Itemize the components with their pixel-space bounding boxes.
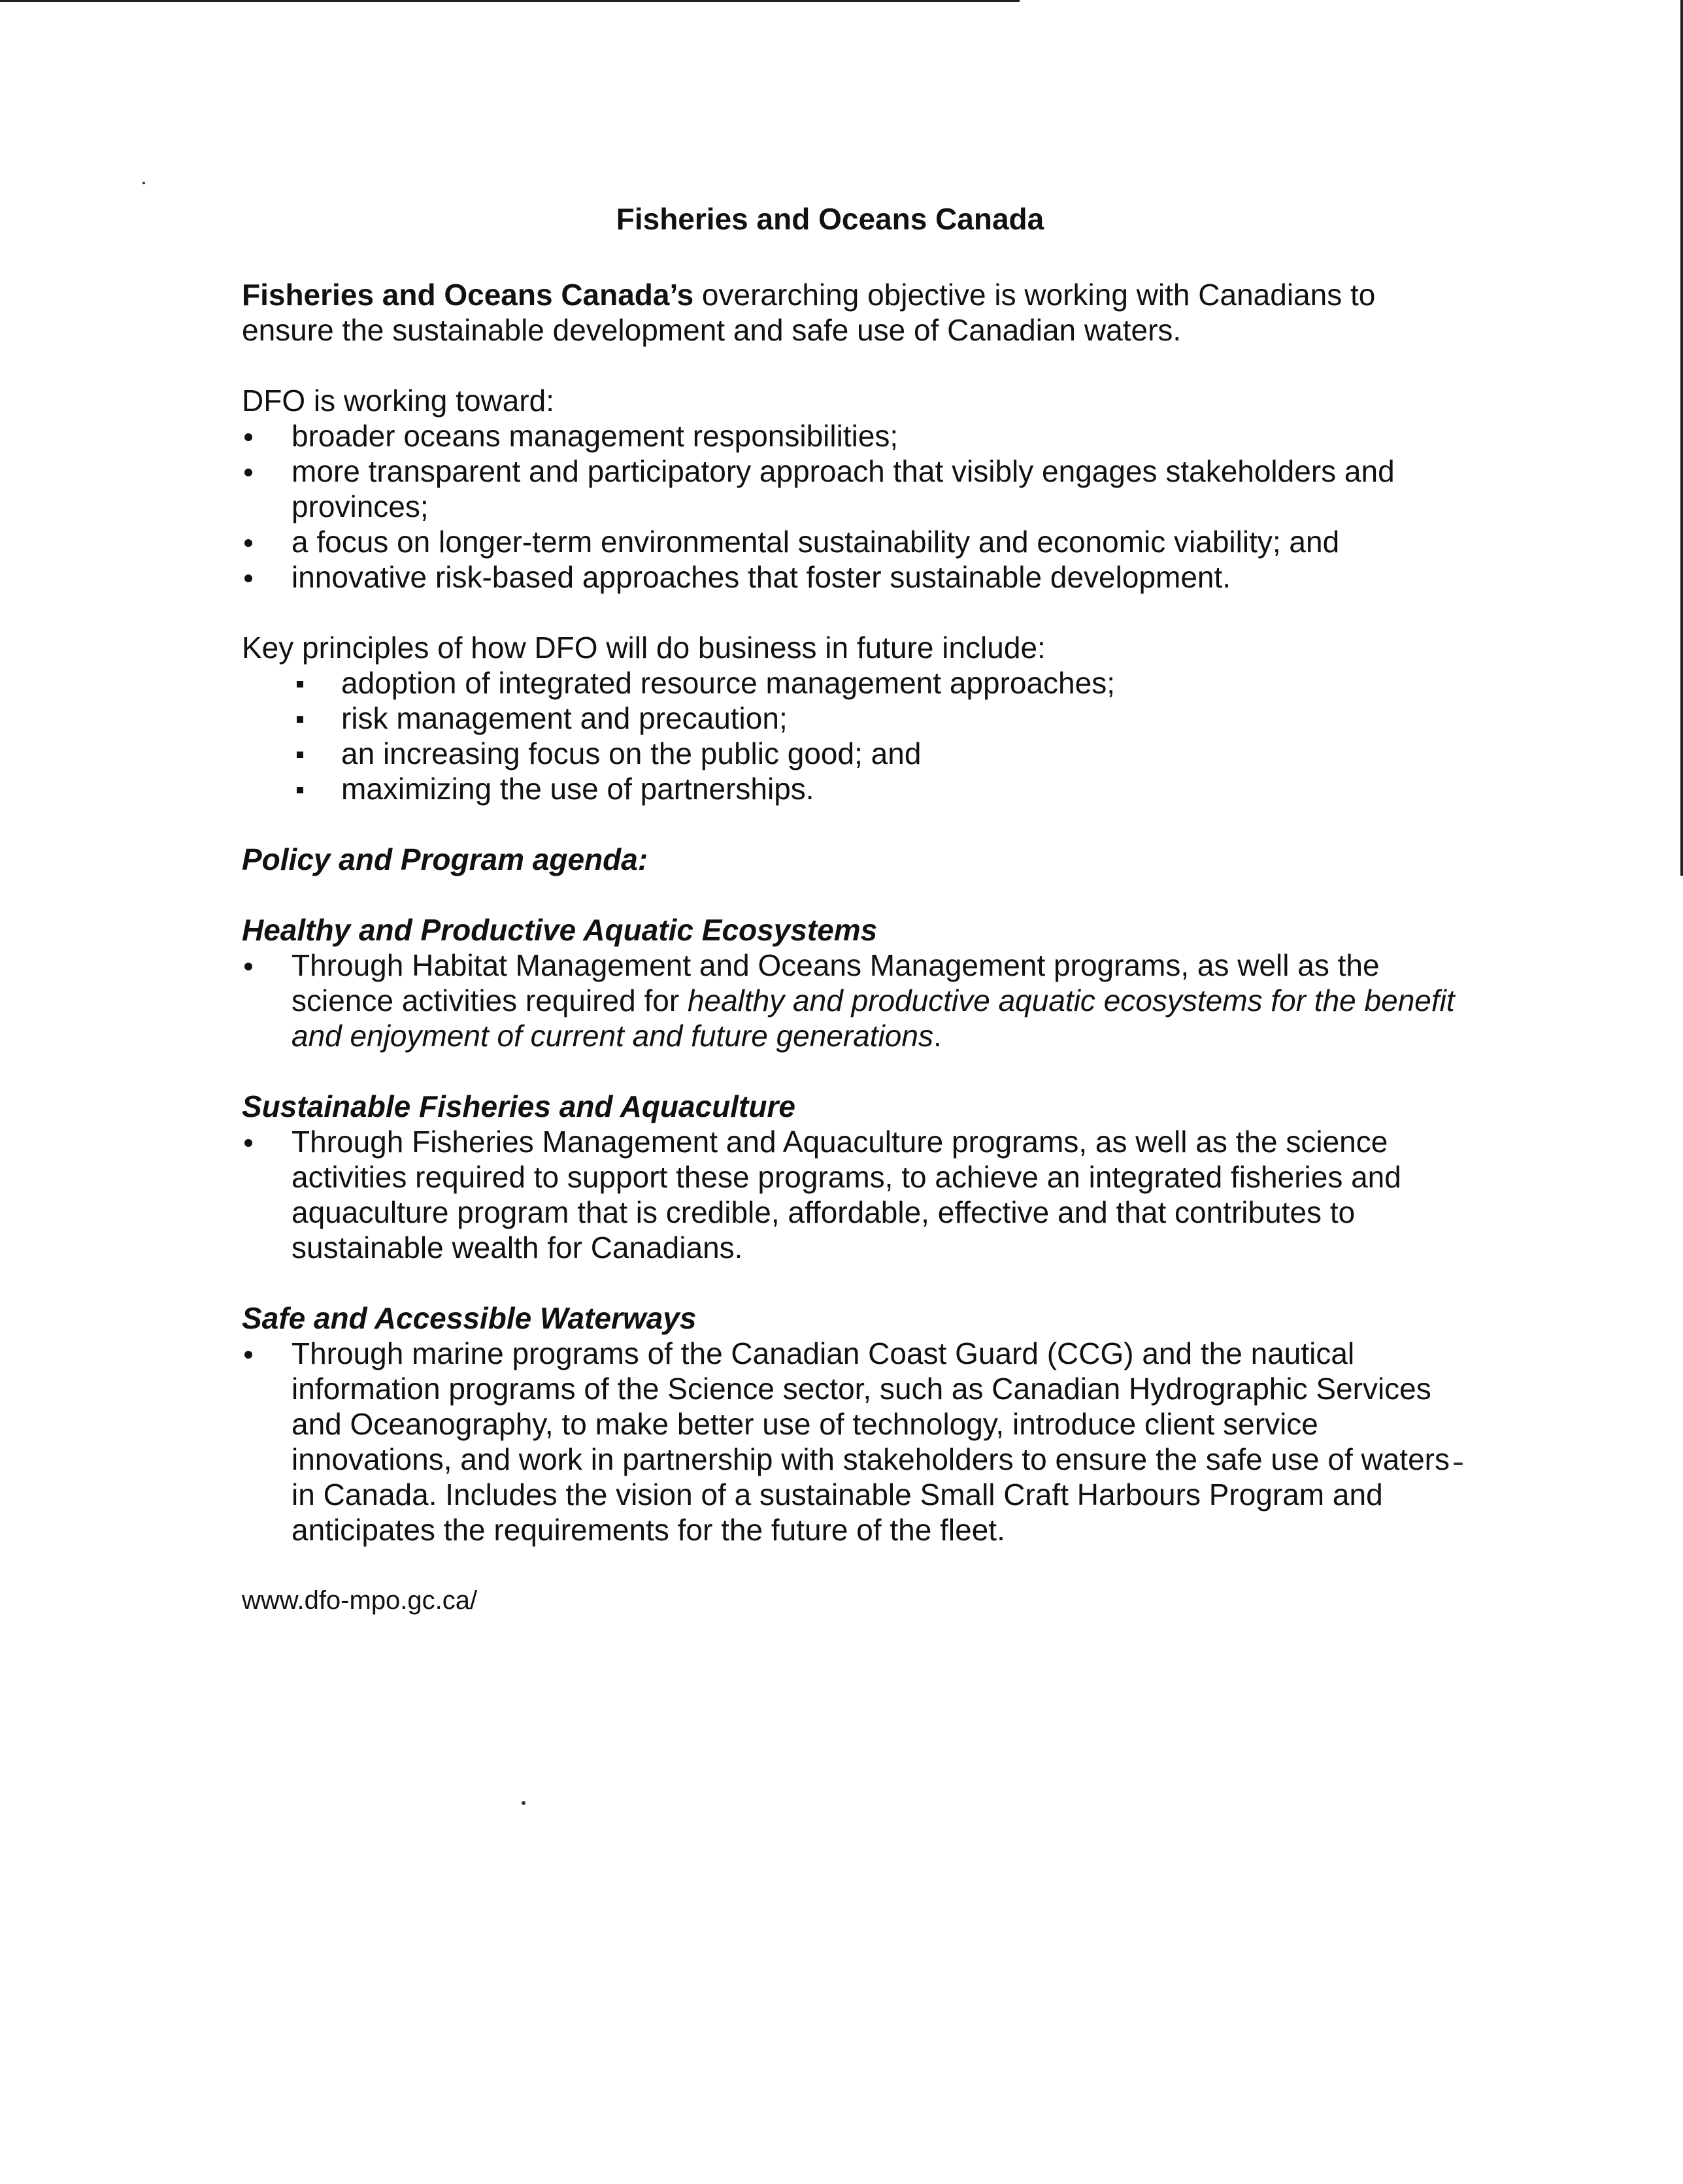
section-sustainable-fisheries xyxy=(242,1089,1471,1265)
list-item xyxy=(242,1124,1471,1265)
scan-speck xyxy=(522,1801,525,1805)
section-heading: Safe and Accessible Waterways xyxy=(242,1301,697,1335)
list-item xyxy=(292,665,1471,701)
list-item xyxy=(242,454,1471,524)
list-item xyxy=(292,701,1471,736)
list-item xyxy=(292,771,1471,806)
key-principles-heading: Key principles of how DFO will do business in future include: xyxy=(242,631,1046,665)
list-item xyxy=(242,418,1471,454)
scan-speck xyxy=(142,182,145,184)
list-item xyxy=(242,948,1471,1053)
list-item xyxy=(242,524,1471,559)
section-heading: Sustainable Fisheries and Aquaculture xyxy=(242,1089,795,1123)
working-toward-block xyxy=(242,383,1471,595)
list-item-text-end: . xyxy=(933,1019,942,1053)
intro-paragraph xyxy=(242,277,1471,348)
list-item-text: a focus on longer-term environmental sustainability and economic viability; and xyxy=(292,525,1340,559)
key-principles-list xyxy=(292,665,1471,806)
list-item xyxy=(242,1336,1471,1547)
document-title: Fisheries and Oceans Canada xyxy=(616,202,1044,236)
list-item-text: adoption of integrated resource management approaches; xyxy=(341,666,1116,700)
scan-top-edge xyxy=(0,0,1020,2)
working-toward-heading: DFO is working toward: xyxy=(242,384,555,418)
document-page xyxy=(242,201,1471,1618)
section-healthy-ecosystems xyxy=(242,912,1471,1053)
intro-bold-lead: Fisheries and Oceans Canada’s xyxy=(242,278,694,312)
list-item-text: Through Fisheries Management and Aquaculture programs, as well as the science activities required to support these programs, to achieve an integrated fisheries and aquaculture program that is credible, affordable, effective and that contributes to sustainable wealth for Canadians. xyxy=(292,1125,1401,1265)
list-item-text: Through Habitat Management and Oceans Management programs, as well as the science activities required for xyxy=(292,948,1380,1018)
list-item-text: an increasing focus on the public good; and xyxy=(341,736,922,770)
section-heading: Healthy and Productive Aquatic Ecosystems xyxy=(242,913,878,947)
website-url: www.dfo-mpo.gc.ca/ xyxy=(242,1586,478,1615)
list-item xyxy=(242,559,1471,595)
list-item-italic-text: healthy and productive aquatic ecosystems for the benefit and enjoyment of current and future generations xyxy=(292,984,1455,1053)
agenda-heading: Policy and Program agenda: xyxy=(242,842,648,876)
section-list xyxy=(242,1124,1471,1265)
list-item-text: innovative risk-based approaches that foster sustainable development. xyxy=(292,560,1231,594)
list-item-text: risk management and precaution; xyxy=(341,701,788,735)
scan-right-edge xyxy=(1680,0,1683,876)
section-list xyxy=(242,948,1471,1053)
working-toward-list xyxy=(242,418,1471,595)
list-item-text: more transparent and participatory approach that visibly engages stakeholders and provinces; xyxy=(292,454,1395,523)
section-list xyxy=(242,1336,1471,1547)
list-item-text: Through marine programs of the Canadian Coast Guard (CCG) and the nautical information programs of the Science sector, such as Canadian Hydrographic Services and Oceanography, to make better use of technology, introduce client service innovations, and work in partnership with stakeholders to ensure the safe use of waters in Canada. Includes the vision of a sustainable Small Craft Harbours Program and anticipates the requirements for the future of the fleet. xyxy=(292,1336,1450,1547)
list-item-text: broader oceans management responsibilities; xyxy=(292,419,899,453)
intro-text: overarching objective is working with Canadians to ensure the sustainable development and safe use of Canadian waters. xyxy=(242,278,1376,347)
key-principles-block xyxy=(242,630,1471,806)
list-item-text: maximizing the use of partnerships. xyxy=(341,772,814,806)
section-safe-waterways xyxy=(242,1300,1471,1547)
list-item xyxy=(292,736,1471,771)
